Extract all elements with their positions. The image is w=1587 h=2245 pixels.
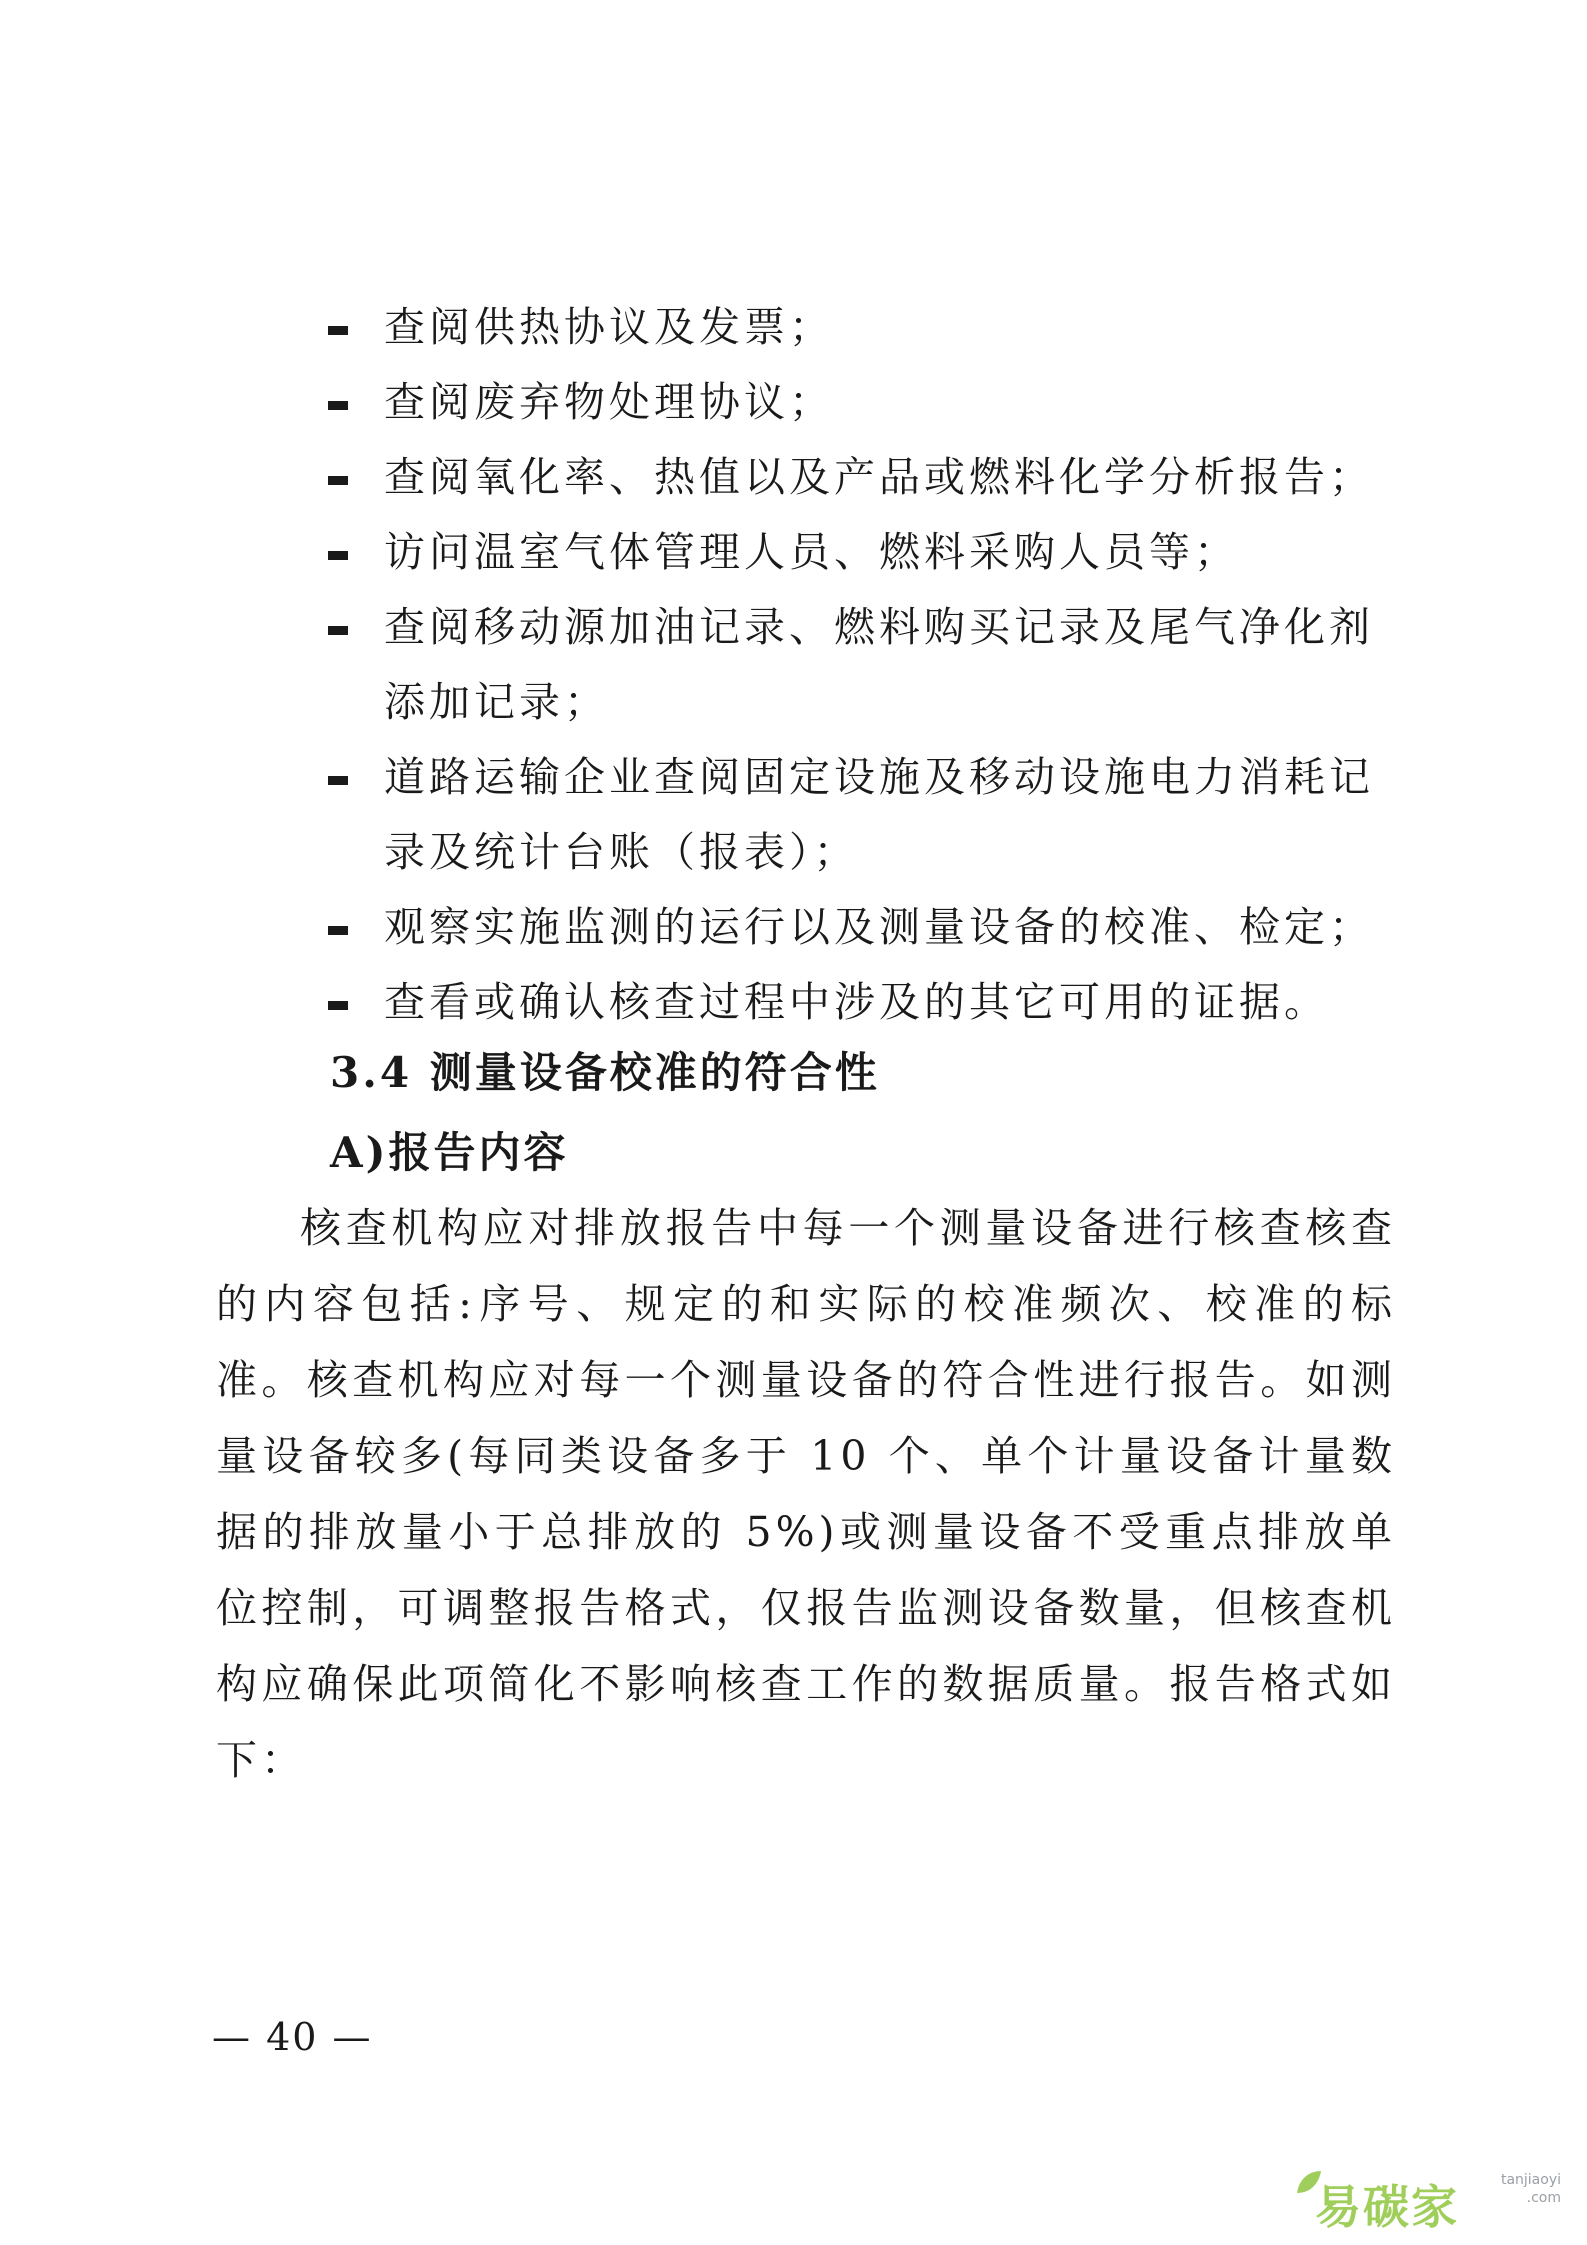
watermark-logo-text: 易碳家 [1315, 2180, 1459, 2234]
bullet-list [320, 290, 1400, 1040]
page-number: — 40 — [212, 2015, 373, 2059]
list-item-text: 查阅氧化率、热值以及产品或燃料化学分析报告； [384, 453, 1374, 501]
list-item [320, 890, 1400, 965]
list-item-text: 道路运输企业查阅固定设施及移动设施电力消耗记录及统计台账（报表）； [384, 753, 1374, 876]
subsection-heading: A)报告内容 [330, 1128, 569, 1177]
list-item [320, 515, 1400, 590]
list-item [320, 440, 1400, 515]
list-item-text: 观察实施监测的运行以及测量设备的校准、检定； [384, 903, 1374, 951]
body-paragraph: 核查机构应对排放报告中每一个测量设备进行核查核查的内容包括:序号、规定的和实际的校准频次、校准的标准。核查机构应对每一个测量设备的符合性进行报告。如测量设备较多(每同类设备多于 10 个、单个计量设备计量数据的排放量小于总排放的 5%)或测量设备不受重点排放单位控制，可调整报告格式，仅报告监测设备数量，但核查机构应确保此项简化不影响核查工作的数据质量。报告格式如下： [216, 1204, 1396, 1784]
watermark-site-line1: tanjiaoyi [1500, 2172, 1561, 2188]
dash-marker [328, 476, 348, 485]
watermark-site-line2: .com [1526, 2190, 1561, 2206]
list-item-text: 查阅废弃物处理协议； [384, 378, 834, 426]
dash-marker [328, 551, 348, 560]
dash-marker [328, 326, 348, 335]
list-item [320, 965, 1400, 1040]
list-item [320, 365, 1400, 440]
watermark-site [1501, 2171, 1561, 2207]
list-item-text: 查阅移动源加油记录、燃料购买记录及尾气净化剂添加记录； [384, 603, 1374, 726]
dash-marker [328, 776, 348, 785]
list-item-text: 访问温室气体管理人员、燃料采购人员等； [384, 528, 1239, 576]
list-item [320, 590, 1400, 740]
dash-marker [328, 401, 348, 410]
dash-marker [328, 926, 348, 935]
list-item [320, 740, 1400, 890]
section-heading: 3.4 测量设备校准的符合性 [330, 1048, 880, 1097]
list-item [320, 290, 1400, 365]
dash-marker [328, 626, 348, 635]
list-item-text: 查阅供热协议及发票； [384, 303, 834, 351]
dash-marker [328, 1001, 348, 1010]
list-item-text: 查看或确认核查过程中涉及的其它可用的证据。 [384, 978, 1329, 1026]
watermark [1315, 2165, 1565, 2234]
